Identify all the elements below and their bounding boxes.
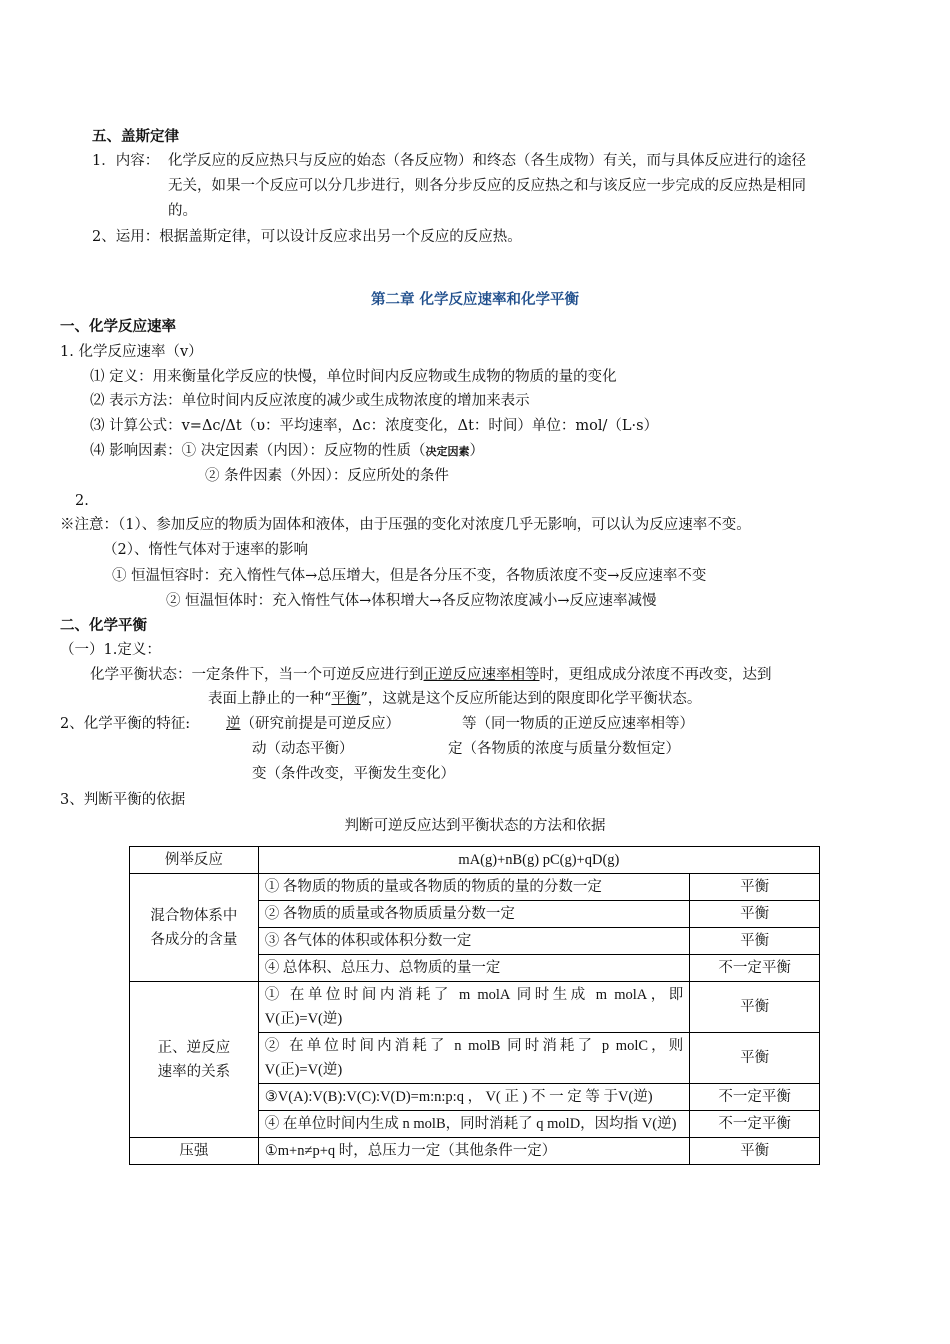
- rate-definition: ⑴ 定义：用来衡量化学反应的快慢，单位时间内反应物或生成物的物质的量的变化: [90, 369, 617, 385]
- condition-cell: ③ 各气体的体积或体积分数一定: [258, 928, 689, 955]
- condition-cell: ② 各物质的质量或各物质质量分数一定: [258, 901, 689, 928]
- table-row: [130, 1138, 820, 1165]
- hess-application: 2、运用：根据盖斯定律，可以设计反应求出另一个反应的反应热。: [92, 229, 522, 245]
- note-constant-volume: ① 恒温恒容时：充入惰性气体→总压增大，但是各分压不变，各物质浓度不变→反应速率不变: [112, 568, 707, 584]
- hess-content-label: 1．内容：: [92, 153, 160, 169]
- equilibrium-state-line2: [208, 689, 701, 709]
- table-row: [130, 982, 820, 1033]
- feature-reversible: [226, 714, 400, 734]
- rate-item-2: 2.: [75, 493, 89, 509]
- rate-factors-internal-text: ⑷ 影响因素：① 决定因素（内因）：反应物的性质（: [90, 443, 426, 459]
- judgement-basis-heading: 3、判断平衡的依据: [60, 792, 186, 808]
- section-heading-equilibrium: 二、化学平衡: [60, 618, 147, 634]
- group-content-label: [130, 874, 259, 982]
- group-content-line2: 各成分的含量: [150, 931, 238, 948]
- condition-cell: ①m+n≠p+q 时，总压力一定（其他条件一定）: [258, 1138, 689, 1165]
- rate-item-1: 1. 化学反应速率（v）: [60, 344, 203, 360]
- rate-factors-internal-close: ）: [469, 443, 484, 459]
- chapter-title: 第二章 化学反应速率和化学平衡: [370, 292, 580, 308]
- result-cell: 平衡: [690, 1033, 820, 1084]
- table-header-row: [130, 847, 820, 874]
- group-pressure-label: 压强: [130, 1138, 259, 1165]
- group-rate-line2: 速率的关系: [157, 1063, 231, 1080]
- note-inert-gas: （2）、惰性气体对于速率的影响: [103, 542, 308, 558]
- feature-constant: 定（各物质的浓度与质量分数恒定）: [448, 741, 680, 757]
- condition-cell: ④ 在单位时间内生成 n molB，同时消耗了 q molD，因均指 V(逆): [258, 1111, 689, 1138]
- feature-reversible-char: 逆: [226, 716, 241, 732]
- result-cell: 不一定平衡: [690, 1111, 820, 1138]
- hess-content-line1: 化学反应的反应热只与反应的始态（各反应物）和终态（各生成物）有关，而与具体反应进行的途径: [168, 153, 806, 169]
- hess-content-line2: 无关，如果一个反应可以分几步进行，则各分步反应的反应热之和与该反应一步完成的反应热是相同: [168, 178, 806, 194]
- condition-cell: ① 各物质的物质的量或各物质的物质的量的分数一定: [258, 874, 689, 901]
- decisive-factor-label: 决定因素: [425, 445, 470, 458]
- rate-factors-external: ② 条件因素（外因）：反应所处的条件: [205, 468, 449, 484]
- equal-rates-text: 正逆反应速率相等: [423, 667, 540, 683]
- condition-cell: ④ 总体积、总压力、总物质的量一定: [258, 955, 689, 982]
- group-rate-label: [130, 982, 259, 1138]
- rate-formula: ⑶ 计算公式：v=Δc/Δt（υ：平均速率，Δc：浓度变化，Δt：时间）单位：mol/（L·s）: [90, 418, 659, 434]
- result-cell: 平衡: [690, 1138, 820, 1165]
- section-heading-hess-law: 五、盖斯定律: [92, 129, 179, 145]
- header-reaction-equation: mA(g)+nB(g) pC(g)+qD(g): [258, 847, 819, 874]
- condition-cell: ① 在单位时间内消耗了 m molA 同时生成 m molA，即V(正)=V(逆): [258, 982, 689, 1033]
- result-cell: 平衡: [690, 901, 820, 928]
- equilibrium-state2-pre: 表面上静止的一种“: [208, 691, 332, 707]
- note-constant-pressure: ② 恒温恒体时：充入惰性气体→体积增大→各反应物浓度减小→反应速率减慢: [166, 593, 657, 609]
- result-cell: 平衡: [690, 928, 820, 955]
- hess-content-line3: 的。: [168, 203, 197, 219]
- result-cell: 不一定平衡: [690, 1084, 820, 1111]
- group-rate-line1: 正、逆反应: [157, 1039, 231, 1056]
- result-cell: 平衡: [690, 982, 820, 1033]
- group-content-line1: 混合物体系中: [150, 907, 238, 924]
- feature-reversible-desc: （研究前提是可逆反应）: [240, 716, 400, 732]
- feature-dynamic: 动（动态平衡）: [252, 741, 354, 757]
- equilibrium-definition-label: （一）1.定义：: [60, 642, 161, 658]
- equilibrium-state-line1: [90, 665, 772, 685]
- equilibrium-criteria-table: [129, 846, 820, 1165]
- features-label: 2、化学平衡的特征:: [60, 716, 191, 732]
- table-caption: 判断可逆反应达到平衡状态的方法和依据: [344, 818, 606, 834]
- result-cell: 不一定平衡: [690, 955, 820, 982]
- rate-expression: ⑵ 表示方法：单位时间内反应浓度的减少或生成物浓度的增加来表示: [90, 393, 530, 409]
- result-cell: 平衡: [690, 874, 820, 901]
- condition-cell: ③V(A):V(B):V(C):V(D)=m:n:p:q ， V( 正 ) 不 一 定 等 于V(逆): [258, 1084, 689, 1111]
- equilibrium-state-pre: 化学平衡状态：一定条件下，当一个可逆反应进行到: [90, 667, 424, 683]
- equilibrium-state-post: 时，更组成成分浓度不再改变，达到: [539, 667, 772, 683]
- note-solid-liquid: ※注意：（1）、参加反应的物质为固体和液体，由于压强的变化对浓度几乎无影响，可以认为反应速率不变。: [60, 517, 751, 533]
- section-heading-reaction-rate: 一、化学反应速率: [60, 319, 176, 335]
- feature-equal: 等（同一物质的正逆反应速率相等）: [462, 716, 694, 732]
- feature-change: 变（条件改变，平衡发生变化）: [252, 766, 455, 782]
- table-row: [130, 874, 820, 901]
- header-example-reaction: 例举反应: [130, 847, 259, 874]
- equilibrium-state2-post: ”，这就是这个反应所能达到的限度即化学平衡状态。: [360, 691, 702, 707]
- condition-cell: ② 在单位时间内消耗了 n molB 同时消耗了 p molC，则V(正)=V(逆): [258, 1033, 689, 1084]
- rate-factors-internal: [90, 441, 484, 462]
- balance-text: 平衡: [331, 691, 361, 707]
